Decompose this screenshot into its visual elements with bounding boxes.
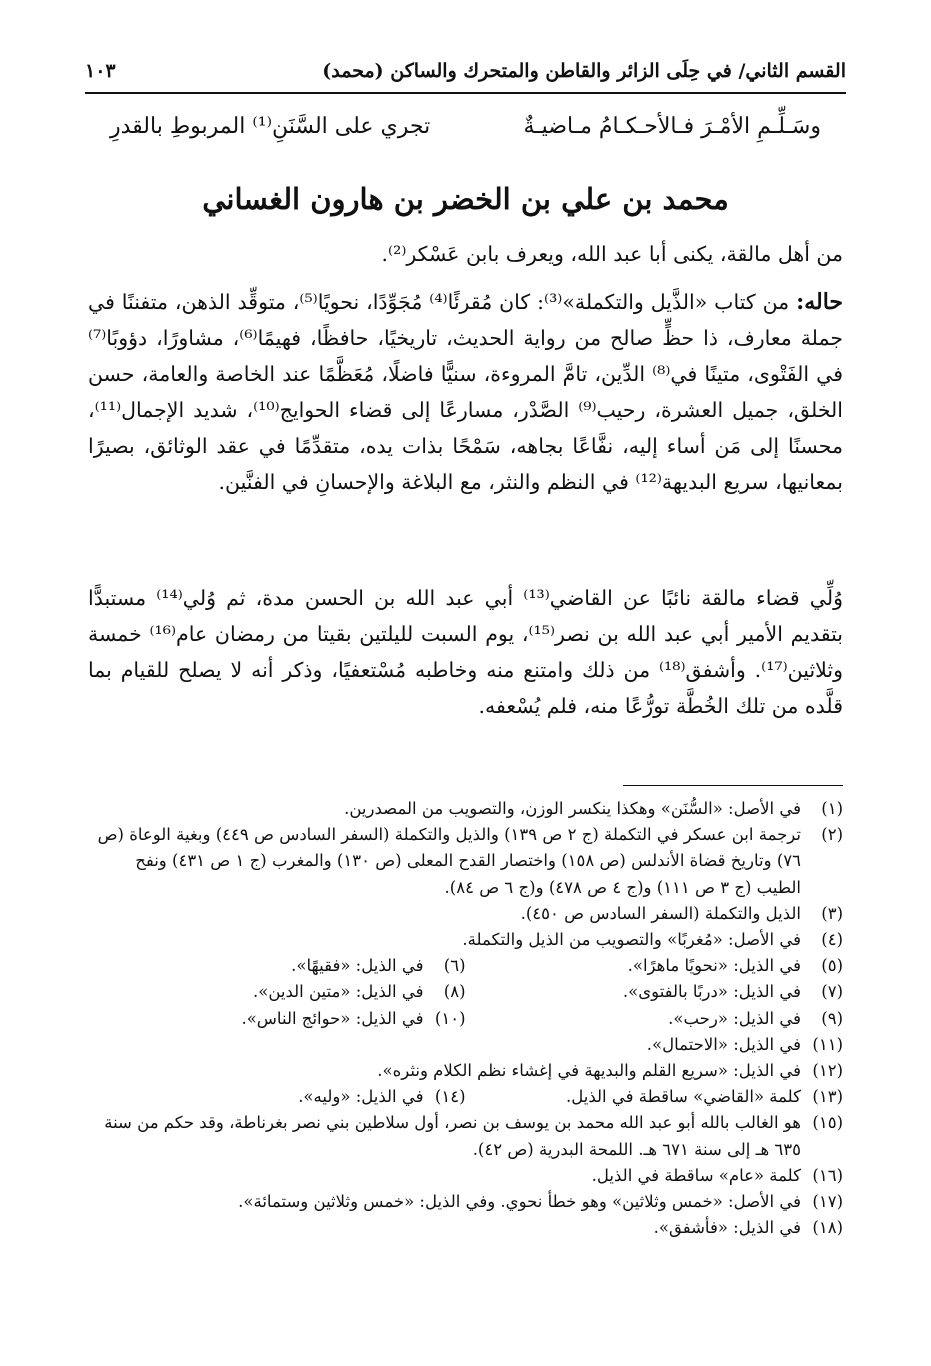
verse-first-hemistich: وسَـلِّـمِ الأمْـرَ فـالأحـكـامُ مـاضيـةٌ [523, 114, 821, 139]
footnote-text: في الذيل: «فأشفق». [653, 1218, 801, 1238]
footnote [466, 953, 844, 979]
footnote-text: الذيل والتكملة (السفر السادس ص ٤٥٠). [520, 903, 801, 923]
footnote [88, 901, 843, 927]
entry-hal-paragraph [88, 284, 843, 500]
footnote [466, 1084, 844, 1110]
footnote-text: في الذيل: «دربًا بالفتوى». [622, 982, 801, 1002]
footnote-number: (٩) [821, 1008, 843, 1028]
footnote-text: كلمة «القاضي» ساقطة في الذيل. [566, 1087, 801, 1107]
entry-intro: من أهل مالقة، يكنى أبا عبد الله، ويعرف بابن عَسْكر⁽²⁾. [381, 242, 843, 266]
footnote [88, 1058, 843, 1084]
footnote-number: (٨) [443, 982, 466, 1002]
footnote-number: (٥) [821, 956, 843, 976]
footnote-text: ترجمة ابن عسكر في التكملة (ج ٢ ص ١٣٩) والذيل والتكملة (السفر السادس ص ٤٤٩) وبغية الوعاة (ص ٧٦) وتاريخ قضاة الأندلس (ص ١٥٨) واختصار القدح المعلى (ص ١٣٠) والمغرب (ج ١ ص ٤٣١) ونفح الطيب (ج ٣ ص ١١١) و(ج ٤ ص ٤٧٨) و(ج ٦ ص ٨٤). [97, 825, 801, 897]
footnote-text: في الذيل: «نحويًا ماهرًا». [627, 956, 801, 976]
footnote [88, 796, 843, 822]
footnote-text: في الذيل: «رحب». [668, 1008, 801, 1028]
footnote [88, 1189, 843, 1215]
footnote-pair [88, 979, 843, 1005]
footnote-text: في الذيل: «وليه». [298, 1087, 424, 1107]
footnote-number: (١٨) [812, 1218, 843, 1238]
footnote [88, 953, 466, 979]
header-title: القسم الثاني/ في حِلَى الزائر والقاطن والمتحرك والساكن (محمد) [322, 60, 846, 82]
footnote-number: (١٣) [812, 1087, 843, 1107]
footnote-number: (١٠) [434, 1008, 466, 1028]
footnote [88, 927, 843, 953]
footnote-number: (١١) [812, 1034, 843, 1054]
footnote-number: (١٢) [812, 1061, 843, 1081]
poem-verse [110, 114, 821, 154]
footnote-text: في الذيل: «فقيهًا». [291, 956, 424, 976]
footnote [466, 1006, 844, 1032]
footnote-number: (١٧) [812, 1192, 843, 1212]
section-label: حاله: [796, 289, 844, 315]
footnote-number: (١٦) [812, 1165, 843, 1185]
footnote-text: في الذيل: «الاحتمال». [646, 1034, 801, 1054]
footnote-text: في الذيل: «سريع القلم والبديهة في إغشاء نظم الكلام ونثره». [377, 1061, 801, 1081]
footnote [88, 1215, 843, 1241]
running-header [85, 56, 846, 94]
footnote-number: (٤) [821, 930, 843, 950]
entry-title: محمد بن علي بن الخضر بن هارون الغساني [202, 182, 729, 216]
footnote-text: كلمة «عام» ساقطة في الذيل. [591, 1165, 801, 1185]
footnote [88, 1110, 843, 1162]
entry-tenure-paragraph: وُلِّي قضاء مالقة نائبًا عن القاضي⁽¹³⁾ أبي عبد الله بن الحسن مدة، ثم وُلي⁽¹⁴⁾ مستبدًّا بتقديم الأمير أبي عبد الله بن نصر⁽¹⁵⁾، يوم السبت لليلتين بقيتا من رمضان عام⁽¹⁶⁾ خمسة وثلاثين⁽¹⁷⁾. وأشفق⁽¹⁸⁾ من ذلك وامتنع منه وخاطبه مُسْتعفيًا، وذكر أنه لا يصلح للقيام بما قلَّده من تلك الخُطَّة تورُّعًا منه، فلم يُسْعفه. [88, 586, 843, 718]
footnote [88, 1032, 843, 1058]
footnote-pair [88, 953, 843, 979]
footnote [88, 979, 466, 1005]
footnote [466, 979, 844, 1005]
hal-text: من كتاب «الذَّيل والتكملة»⁽³⁾: كان مُقرئًا⁽⁴⁾ مُجَوِّدًا، نحويًا⁽⁵⁾، متوقِّد الذهن، متفننًا في جملة معارف، ذا حظٍّ صالح من رواية الحديث، تاريخيًا، حافظًا، فهيمًا⁽⁶⁾، مشاورًا، دؤوبًا⁽⁷⁾ في الفَتْوى، متينًا في⁽⁸⁾ الدِّين، تامَّ المروءة، سنيًّا فاضلًا، مُعَظَّمًا عند الخاصة والعامة، حسن الخلق، جميل العشرة، رحيب⁽⁹⁾ الصَّدْر، مسارعًا إلى قضاء الحوايج⁽¹⁰⁾، شديد الإجمال⁽¹¹⁾، محسنًا إلى مَن أساء إليه، نفَّاعًا بجاهه، سَمْحًا بذات يده، متقدِّمًا في عقد الوثائق، بصيرًا بمعانيها، سريع البديهة⁽¹²⁾ في النظم والنثر، مع البلاغة والإحسانِ في الفنَّين. [88, 290, 843, 494]
footnote [88, 1163, 843, 1189]
footnote-text: في الذيل: «حوائج الناس». [241, 1008, 424, 1028]
footnote [88, 1084, 466, 1110]
footnote-number: (١) [821, 799, 843, 818]
footnote-number: (١٤) [434, 1087, 466, 1107]
verse-second-hemistich: تجري على السَّنَنِ⁽¹⁾ المربوطِ بالقدرِ [110, 114, 431, 139]
footnotes [88, 796, 843, 1241]
footnote-number: (٢) [821, 825, 843, 845]
footnote-separator [623, 785, 843, 786]
footnote-number: (١٥) [812, 1113, 843, 1133]
footnote [88, 1006, 466, 1032]
footnote-number: (٦) [443, 956, 466, 976]
footnote-text: في الأصل: «خمس وثلاثين» وهو خطأ نحوي. وفي الذيل: «خمس وثلاثين وستمائة». [238, 1192, 801, 1212]
footnote-text: في الأصل: «السُّنَن» وهكذا ينكسر الوزن، والتصويب من المصدرين. [344, 799, 801, 818]
footnote-number: (٧) [821, 982, 843, 1002]
footnote-pair [88, 1084, 843, 1110]
footnote-pair [88, 1006, 843, 1032]
footnote-text: هو الغالب بالله أبو عبد الله محمد بن يوسف بن نصر، أول سلاطين بني نصر بغرناطة، وقد حكم من سنة ٦٣٥ هـ إلى سنة ٦٧١ هـ. اللمحة البدرية (ص ٤٢). [104, 1113, 801, 1159]
footnote [88, 822, 843, 901]
footnote-text: في الأصل: «مُغربًا» والتصويب من الذيل والتكملة. [462, 930, 801, 950]
footnote-text: في الذيل: «متين الدين». [252, 982, 424, 1002]
footnote-number: (٣) [821, 903, 843, 923]
page-number: ١٠٣ [85, 60, 116, 82]
